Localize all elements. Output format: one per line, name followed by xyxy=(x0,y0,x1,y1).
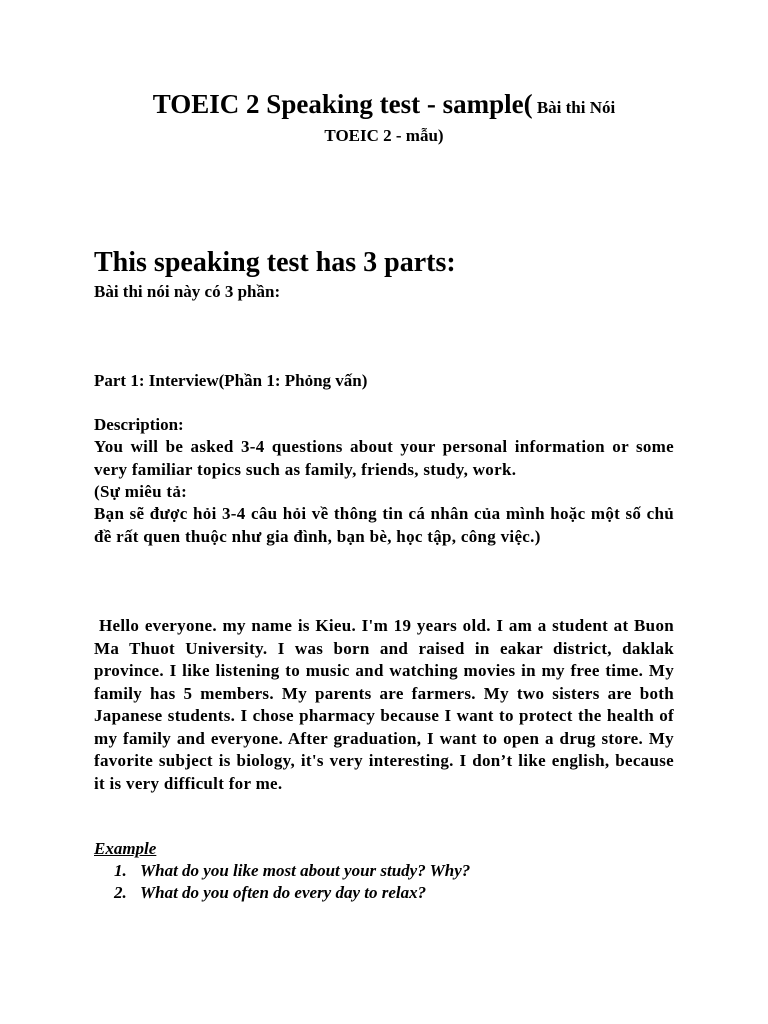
title-vietnamese-line2: TOEIC 2 - mẫu) xyxy=(324,126,444,145)
description-english: You will be asked 3-4 questions about your personal information or some very familiar topics such as family, friends, study, work. xyxy=(94,437,674,479)
title-main: TOEIC 2 Speaking test - sample( xyxy=(152,89,533,119)
intro-heading-vietnamese: Bài thi nói này có 3 phần: xyxy=(94,282,281,301)
example-item xyxy=(114,882,674,904)
example-item-number: 1. xyxy=(114,861,127,880)
title-vietnamese: Bài thi Nói xyxy=(532,98,616,117)
example-label: Example xyxy=(94,839,157,858)
sample-answer xyxy=(94,615,674,795)
part1-title: Part 1: Interview(Phần 1: Phỏng vấn) xyxy=(94,371,368,390)
description-vietnamese: Bạn sẽ được hỏi 3-4 câu hỏi về thông tin cá nhân của mình hoặc một số chủ đề rất quen thuộc như gia đình, bạn bè, học tập, công việc.) xyxy=(94,504,674,546)
example-item-text: What do you like most about your study? Why? xyxy=(140,861,471,880)
intro-heading: This speaking test has 3 parts: xyxy=(94,247,456,278)
description-label: Description: xyxy=(94,415,184,434)
example-item-number: 2. xyxy=(114,883,127,902)
example-list xyxy=(114,860,674,904)
sample-answer-text: Hello everyone. my name is Kieu. I'm 19 years old. I am a student at Buon Ma Thuot University. I was born and raised in eakar district, daklak province. I like listening to music and watching movies in my free time. My family has 5 members. My parents are farmers. My two sisters are both Japanese students. I chose pharmacy because I want to protect the health of my family and everyone. After graduation, I want to open a drug store. My favorite subject is biology, it's very interesting. I don’t like english, because it is very difficult for me. xyxy=(94,616,674,793)
example-item xyxy=(114,860,674,882)
document-title xyxy=(60,88,708,147)
example-item-text: What do you often do every day to relax? xyxy=(140,883,427,902)
description-vietnamese-label: (Sự miêu tả: xyxy=(94,482,188,501)
